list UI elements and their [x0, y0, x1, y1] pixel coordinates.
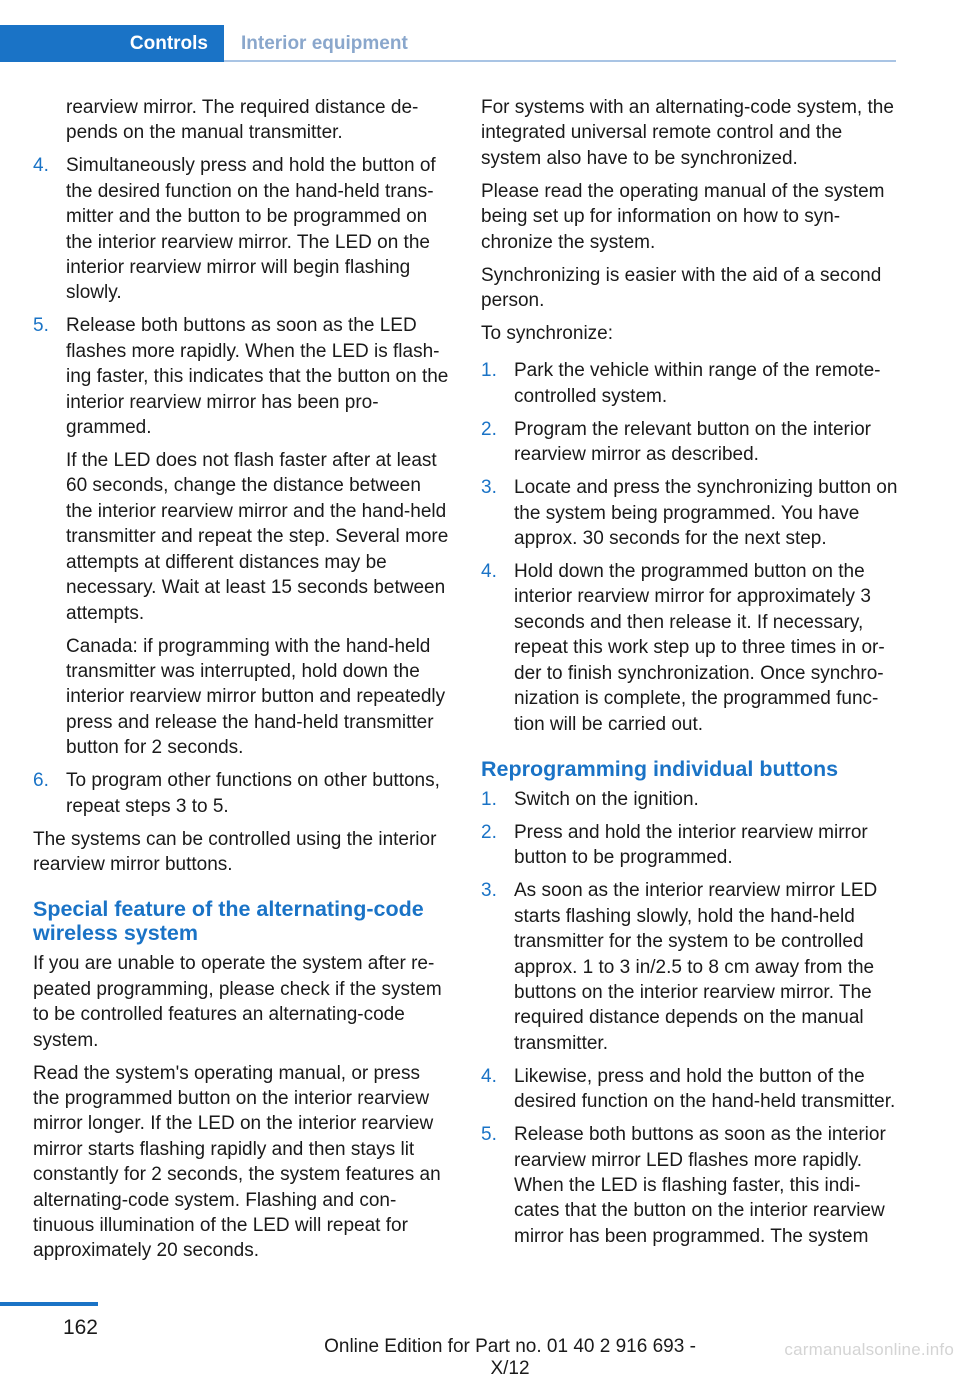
step-text: Switch on the ignition. — [514, 788, 699, 810]
step-number: 4. — [33, 155, 49, 177]
chapter-tab[interactable]: Controls — [0, 25, 224, 62]
continued-step-text: rearview mirror. The required distance depends on the manual transmitter. — [66, 97, 419, 144]
reprogram-step-3 — [481, 878, 899, 1056]
step-text: Release both buttons as soon as the LED flashes more rapidly. When the LED is flashing faster, this indicates that the button on the interior rearview mirror has been programmed. — [66, 315, 449, 439]
reprogram-step-2 — [481, 820, 899, 871]
body-paragraph: Read the system's operating manual, or press the programmed button on the interior rearview mirror longer. If the LED on the interior rearview mirror starts flashing rapidly and then stays lit constantly for 2 seconds, the system features an alternating-code system. Flashing and continuous illumination of the LED will repeat for approximately 20 seconds. — [33, 1062, 441, 1262]
step-number: 2. — [481, 418, 497, 440]
step-number: 3. — [481, 880, 497, 902]
step-text: To program other functions on other buttons, repeat steps 3 to 5. — [66, 770, 440, 817]
step-number: 1. — [481, 788, 497, 810]
sync-step-4 — [481, 559, 899, 737]
step-number: 4. — [481, 561, 497, 583]
step-6 — [33, 768, 451, 819]
body-paragraph: To synchronize: — [481, 323, 614, 345]
step-text: Locate and press the synchronizing button on the system being programmed. You have approx. 30 seconds for the next step. — [514, 477, 898, 550]
body-paragraph: The systems can be controlled using the interior rearview mirror buttons. — [33, 828, 437, 875]
reprogram-step-1 — [481, 787, 899, 812]
body-paragraph: For systems with an alternating-code system, the integrated universal remote control and the system also have to be synchronized. — [481, 97, 894, 169]
step-number: 2. — [481, 821, 497, 843]
step-number: 5. — [33, 315, 49, 337]
reprogram-step-5 — [481, 1122, 899, 1249]
step-note-canada: Canada: if programming with the hand-held transmitter was interrupted, hold down the interior rearview mirror button and repeatedly press and release the hand-held transmitter button for 2 seconds. — [66, 635, 446, 759]
step-note: If the LED does not flash faster after at least 60 seconds, change the distance between the interior rearview mirror and the hand-held transmitter and repeat the step. Several more attempts at different distances may be necessary. Wait at least 15 seconds between attempts. — [66, 450, 449, 624]
step-number: 3. — [481, 477, 497, 499]
sync-step-1 — [481, 358, 899, 409]
sync-step-3 — [481, 475, 899, 551]
step-number: 1. — [481, 360, 497, 382]
page-number: 162 — [62, 1316, 98, 1339]
sync-step-2 — [481, 417, 899, 468]
section-tab[interactable]: Interior equipment — [241, 33, 408, 54]
step-text: Press and hold the interior rearview mirror button to be programmed. — [514, 821, 868, 869]
step-text: Likewise, press and hold the button of the desired function on the hand-held transmitter. — [514, 1065, 896, 1113]
step-text: Simultaneously press and hold the button of the desired function on the hand-held transmitter and the button to be programmed on the interior rearview mirror. The LED on the interior rearview mirror will begin flashing slowly. — [66, 155, 436, 304]
body-paragraph: Synchronizing is easier with the aid of a second person. — [481, 264, 882, 312]
step-5 — [33, 313, 451, 760]
right-column — [481, 95, 899, 1257]
watermark: carmanualsonline.info — [784, 1340, 954, 1359]
reprogram-step-4 — [481, 1064, 899, 1115]
edition-note: Online Edition for Part no. 01 40 2 916 693 - X/12 — [324, 1336, 696, 1379]
header-divider — [224, 60, 896, 62]
step-4 — [33, 153, 451, 305]
step-text: Park the vehicle within range of the remote-controlled system. — [514, 360, 881, 407]
body-paragraph: If you are unable to operate the system after repeated programming, please check if the system to be controlled features an alternating-code system. — [33, 953, 442, 1051]
step-number: 4. — [481, 1065, 497, 1087]
step-number: 6. — [33, 770, 49, 792]
step-text: Release both buttons as soon as the interior rearview mirror LED flashes more rapidly. When the LED is flashing faster, this indicates that the button on the interior rearview mirror has been programmed. The system — [514, 1124, 886, 1247]
body-paragraph: Please read the operating manual of the system being set up for information on how to synchronize the system. — [481, 180, 885, 253]
step-number: 5. — [481, 1124, 497, 1146]
footer-divider — [0, 1302, 98, 1306]
section-heading-reprogramming: Reprogramming individual buttons — [481, 756, 839, 781]
section-heading-alternating-code: Special feature of the alternating-code wireless system — [33, 897, 424, 946]
step-text: Hold down the programmed button on the interior rearview mirror for approximately 3 seconds and then release it. If necessary, repeat this work step up to three times in order to finish synchronization. Once synchronization is complete, the programmed function will be carried out. — [514, 561, 885, 735]
page-header — [0, 0, 960, 64]
step-text: As soon as the interior rearview mirror LED starts flashing slowly, hold the hand-held transmitter for the system to be controlled approx. 1 to 3 in/2.5 to 8 cm away from the buttons on the interior rearview mirror. The required distance depends on the manual transmitter. — [514, 880, 878, 1054]
left-column — [33, 95, 451, 1271]
step-text: Program the relevant button on the interior rearview mirror as described. — [514, 418, 871, 466]
